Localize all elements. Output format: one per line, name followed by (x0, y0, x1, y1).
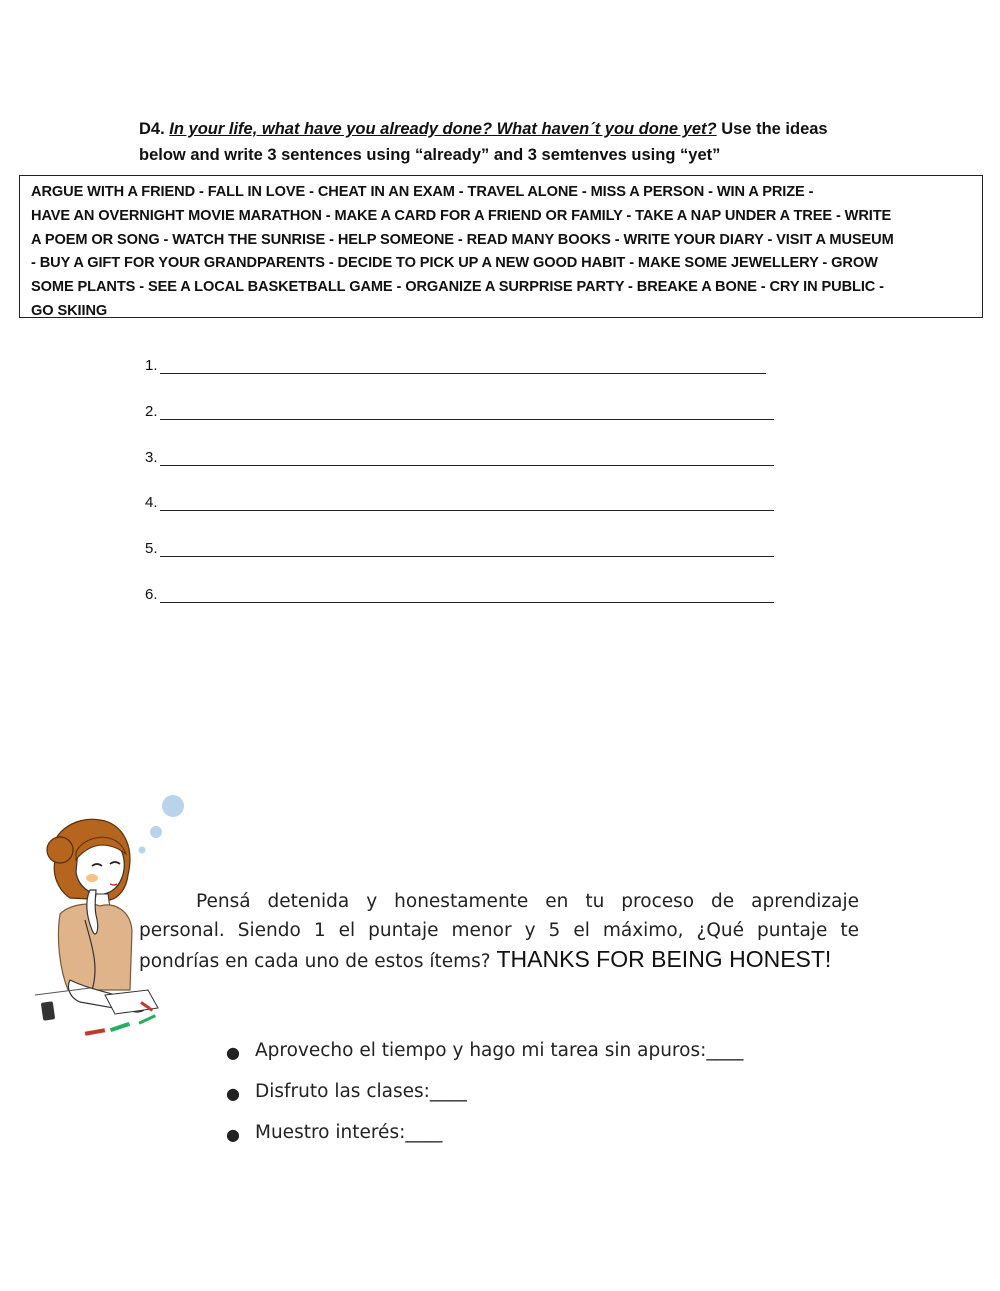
exercise-instruction-end: below and write 3 sentences using “already” and 3 semtenves using “yet” (139, 146, 721, 164)
list-item-text: Disfruto las clases:____ (255, 1081, 467, 1102)
ideas-line: HAVE AN OVERNIGHT MOVIE MARATHON - MAKE A CARD FOR A FRIEND OR FAMILY - TAKE A NAP UNDER A TREE - WRITE (31, 207, 892, 224)
answer-rule (160, 556, 774, 557)
bullet-icon: ● (226, 1084, 240, 1103)
pen-icon (85, 1028, 105, 1035)
answer-line-2[interactable] (145, 403, 158, 423)
answer-rule (160, 419, 774, 420)
list-item-text: Aprovecho el tiempo y hago mi tarea sin apuros:____ (255, 1040, 744, 1061)
phone-icon (41, 1001, 55, 1020)
answer-line-5[interactable] (145, 540, 158, 560)
answer-number: 1. (145, 357, 158, 374)
thanks-message: THANKS FOR BEING HONEST! (496, 946, 832, 972)
answer-number: 2. (145, 403, 158, 420)
pen-icon (138, 1014, 156, 1024)
reflection-prompt (139, 887, 859, 976)
exercise-heading (139, 116, 899, 168)
answer-line-1[interactable] (145, 357, 158, 377)
list-item-text: Muestro interés:____ (255, 1122, 443, 1143)
answer-number: 4. (145, 494, 158, 511)
reflection-paragraph: Pensá detenida y honestamente en tu proceso de aprendizaje personal. Siendo 1 el puntaje menor y 5 el máximo, ¿Qué puntaje te pondrías en cada uno de estos ítems? (139, 891, 859, 972)
bullet-icon: ● (226, 1043, 240, 1062)
ideas-line: - BUY A GIFT FOR YOUR GRANDPARENTS - DECIDE TO PICK UP A NEW GOOD HABIT - MAKE SOME JEWELLERY - GROW (31, 255, 878, 272)
thought-bubble-icon (150, 826, 162, 838)
ideas-box (19, 175, 983, 318)
exercise-question: In your life, what have you already done? What haven´t you done yet? (169, 120, 717, 138)
thought-bubble-icon (139, 847, 146, 854)
thought-bubble-icon (162, 795, 184, 817)
exercise-label: D4. (139, 120, 165, 138)
answer-rule (160, 510, 774, 511)
bullet-icon: ● (226, 1125, 240, 1144)
answer-number: 6. (145, 586, 158, 603)
answer-number: 3. (145, 449, 158, 466)
exercise-instruction-start: Use the ideas (721, 120, 828, 138)
answer-rule (160, 602, 774, 603)
ideas-line: GO SKIING (31, 302, 108, 319)
answer-line-4[interactable] (145, 494, 158, 514)
answer-line-6[interactable] (145, 586, 158, 606)
ideas-line: ARGUE WITH A FRIEND - FALL IN LOVE - CHEAT IN AN EXAM - TRAVEL ALONE - MISS A PERSON - WIN A PRIZE - (31, 184, 814, 200)
ideas-line: SOME PLANTS - SEE A LOCAL BASKETBALL GAME - ORGANIZE A SURPRISE PARTY - BREAKE A BONE - CRY IN PUBLIC - (31, 279, 884, 296)
answer-rule (160, 465, 774, 466)
ideas-line: A POEM OR SONG - WATCH THE SUNRISE - HELP SOMEONE - READ MANY BOOKS - WRITE YOUR DIARY - VISIT A MUSEUM (31, 231, 894, 248)
answer-line-3[interactable] (145, 449, 158, 469)
answer-number: 5. (145, 540, 158, 557)
answer-rule (160, 373, 766, 374)
pen-icon (110, 1022, 130, 1032)
